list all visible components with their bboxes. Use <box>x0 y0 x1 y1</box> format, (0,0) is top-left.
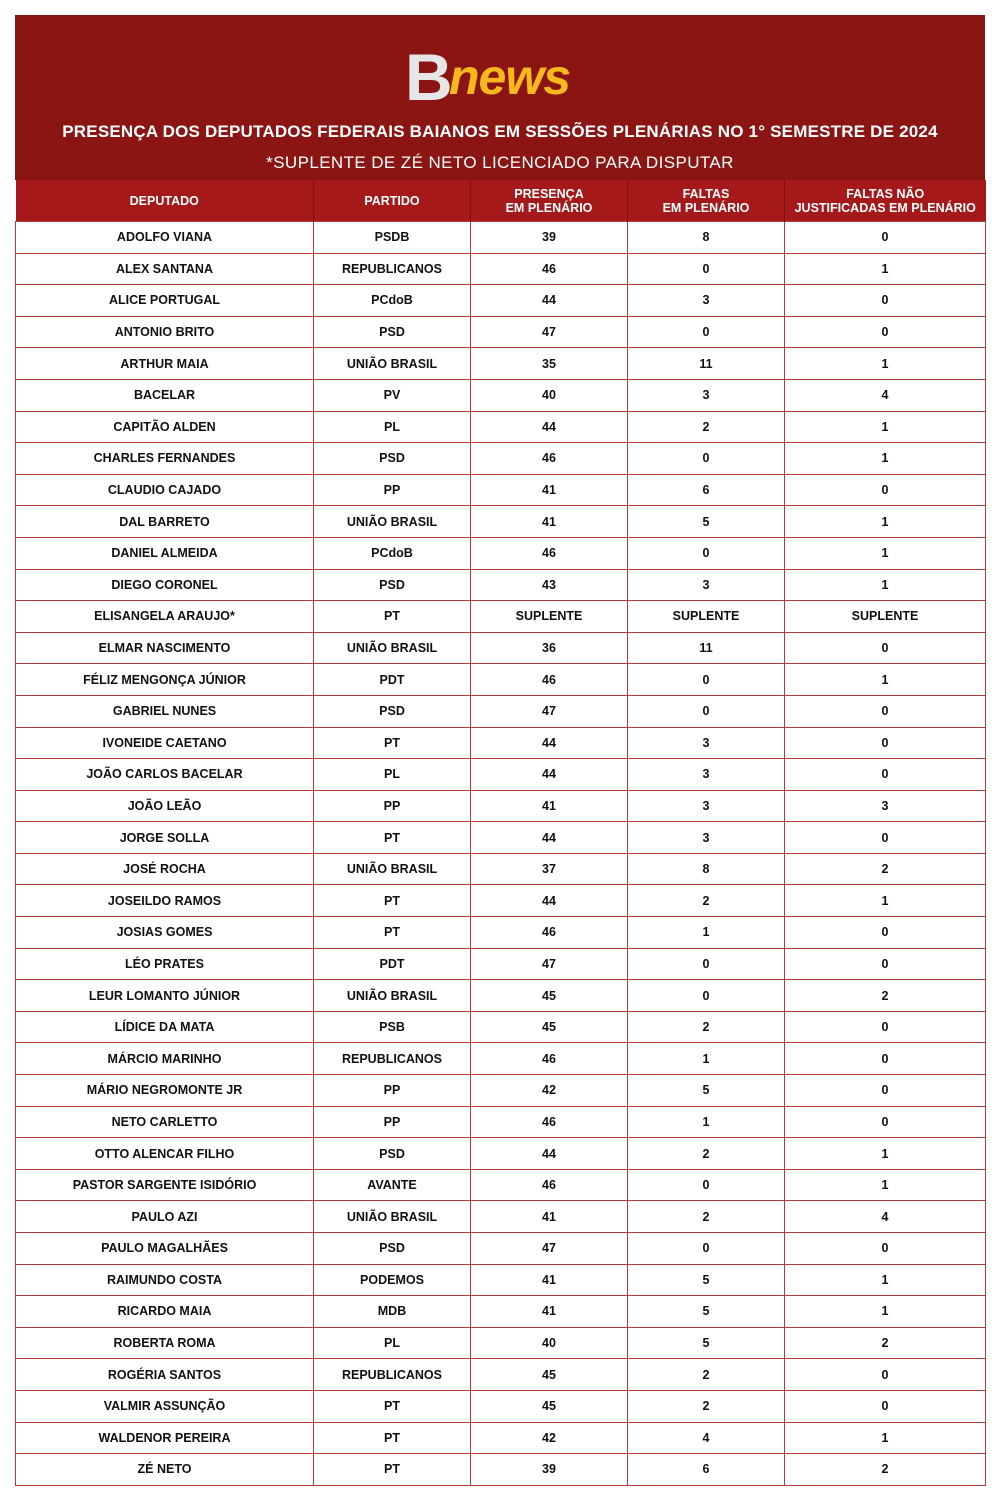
cell-deputado: CLAUDIO CAJADO <box>16 474 314 506</box>
cell-deputado: CAPITÃO ALDEN <box>16 411 314 443</box>
cell-presenca: 46 <box>471 664 628 696</box>
table-row <box>16 348 986 380</box>
table-row <box>16 917 986 949</box>
table-row <box>16 285 986 317</box>
cell-faltas-nao-justificadas: 1 <box>785 1296 986 1328</box>
cell-deputado: PASTOR SARGENTE ISIDÓRIO <box>16 1169 314 1201</box>
cell-partido: PT <box>314 822 471 854</box>
cell-faltas-nao-justificadas: 0 <box>785 695 986 727</box>
cell-partido: PP <box>314 790 471 822</box>
cell-presenca: SUPLENTE <box>471 601 628 633</box>
table-row <box>16 1233 986 1265</box>
cell-partido: UNIÃO BRASIL <box>314 348 471 380</box>
cell-presenca: 42 <box>471 1075 628 1107</box>
cell-faltas-nao-justificadas: 0 <box>785 632 986 664</box>
cell-faltas-nao-justificadas: 1 <box>785 885 986 917</box>
cell-presenca: 37 <box>471 853 628 885</box>
cell-partido: UNIÃO BRASIL <box>314 632 471 664</box>
cell-faltas-nao-justificadas: 0 <box>785 222 986 254</box>
cell-faltas-nao-justificadas: 1 <box>785 537 986 569</box>
cell-faltas-nao-justificadas: 0 <box>785 1359 986 1391</box>
cell-deputado: JOSÉ ROCHA <box>16 853 314 885</box>
cell-faltas: 3 <box>628 790 785 822</box>
cell-presenca: 40 <box>471 1327 628 1359</box>
cell-deputado: PAULO MAGALHÃES <box>16 1233 314 1265</box>
table-row <box>16 474 986 506</box>
cell-presenca: 41 <box>471 1201 628 1233</box>
cell-faltas: 0 <box>628 664 785 696</box>
cell-faltas-nao-justificadas: 0 <box>785 1233 986 1265</box>
cell-faltas-nao-justificadas: 0 <box>785 727 986 759</box>
cell-partido: PT <box>314 1454 471 1486</box>
cell-presenca: 39 <box>471 1454 628 1486</box>
cell-deputado: ALICE PORTUGAL <box>16 285 314 317</box>
cell-deputado: ARTHUR MAIA <box>16 348 314 380</box>
cell-partido: PSD <box>314 443 471 475</box>
cell-faltas: 1 <box>628 917 785 949</box>
table-row <box>16 759 986 791</box>
cell-partido: PL <box>314 759 471 791</box>
cell-faltas-nao-justificadas: 2 <box>785 1327 986 1359</box>
cell-faltas: 6 <box>628 1454 785 1486</box>
cell-partido: PL <box>314 411 471 443</box>
cell-faltas-nao-justificadas: 2 <box>785 1454 986 1486</box>
cell-partido: UNIÃO BRASIL <box>314 506 471 538</box>
cell-deputado: LÉO PRATES <box>16 948 314 980</box>
cell-partido: PT <box>314 885 471 917</box>
cell-faltas-nao-justificadas: 0 <box>785 948 986 980</box>
cell-faltas: 3 <box>628 285 785 317</box>
cell-faltas: 0 <box>628 537 785 569</box>
cell-faltas: 0 <box>628 980 785 1012</box>
cell-faltas: 11 <box>628 632 785 664</box>
cell-presenca: 46 <box>471 1043 628 1075</box>
cell-deputado: RICARDO MAIA <box>16 1296 314 1328</box>
table-row <box>16 1422 986 1454</box>
cell-presenca: 41 <box>471 1264 628 1296</box>
attendance-table <box>15 180 986 1486</box>
cell-faltas-nao-justificadas: 0 <box>785 917 986 949</box>
cell-faltas: 3 <box>628 379 785 411</box>
logo-b-letter: B <box>405 40 451 114</box>
cell-presenca: 41 <box>471 1296 628 1328</box>
cell-presenca: 44 <box>471 285 628 317</box>
cell-partido: REPUBLICANOS <box>314 1043 471 1075</box>
cell-presenca: 39 <box>471 222 628 254</box>
table-row <box>16 1169 986 1201</box>
cell-partido: PSD <box>314 1233 471 1265</box>
cell-faltas: 6 <box>628 474 785 506</box>
cell-presenca: 45 <box>471 1011 628 1043</box>
cell-faltas: 8 <box>628 222 785 254</box>
header-banner <box>15 15 985 180</box>
cell-partido: PT <box>314 601 471 633</box>
table-row <box>16 948 986 980</box>
table-row <box>16 1011 986 1043</box>
cell-partido: PT <box>314 1390 471 1422</box>
cell-faltas-nao-justificadas: 0 <box>785 285 986 317</box>
cell-faltas: 2 <box>628 1138 785 1170</box>
cell-faltas-nao-justificadas: 0 <box>785 822 986 854</box>
cell-faltas-nao-justificadas: 1 <box>785 411 986 443</box>
cell-presenca: 47 <box>471 695 628 727</box>
table-row <box>16 316 986 348</box>
table-row <box>16 1359 986 1391</box>
column-header-presenca: PRESENÇA EM PLENÁRIO <box>471 180 628 222</box>
cell-deputado: JOÃO CARLOS BACELAR <box>16 759 314 791</box>
cell-faltas-nao-justificadas: 0 <box>785 1106 986 1138</box>
cell-faltas-nao-justificadas: 1 <box>785 1264 986 1296</box>
cell-deputado: BACELAR <box>16 379 314 411</box>
cell-presenca: 44 <box>471 822 628 854</box>
cell-faltas: 1 <box>628 1106 785 1138</box>
cell-faltas-nao-justificadas: 2 <box>785 980 986 1012</box>
cell-faltas: 4 <box>628 1422 785 1454</box>
cell-deputado: CHARLES FERNANDES <box>16 443 314 475</box>
cell-faltas-nao-justificadas: 4 <box>785 379 986 411</box>
cell-deputado: JOSIAS GOMES <box>16 917 314 949</box>
table-row <box>16 1390 986 1422</box>
table-row <box>16 1454 986 1486</box>
cell-partido: PT <box>314 727 471 759</box>
cell-deputado: JOSEILDO RAMOS <box>16 885 314 917</box>
cell-presenca: 47 <box>471 316 628 348</box>
cell-faltas-nao-justificadas: 2 <box>785 853 986 885</box>
table-row <box>16 980 986 1012</box>
cell-presenca: 42 <box>471 1422 628 1454</box>
cell-faltas: 5 <box>628 506 785 538</box>
table-row <box>16 1201 986 1233</box>
table-row <box>16 664 986 696</box>
page-title: PRESENÇA DOS DEPUTADOS FEDERAIS BAIANOS EM SESSÕES PLENÁRIAS NO 1° SEMESTRE DE 2024 <box>62 122 938 141</box>
cell-faltas-nao-justificadas: 0 <box>785 759 986 791</box>
table-row <box>16 569 986 601</box>
cell-deputado: VALMIR ASSUNÇÃO <box>16 1390 314 1422</box>
table-row <box>16 1296 986 1328</box>
cell-presenca: 46 <box>471 537 628 569</box>
cell-faltas: 2 <box>628 1359 785 1391</box>
column-header-deputado: DEPUTADO <box>16 180 314 222</box>
cell-faltas-nao-justificadas: 0 <box>785 474 986 506</box>
cell-presenca: 41 <box>471 506 628 538</box>
table-row <box>16 1138 986 1170</box>
cell-faltas: 0 <box>628 253 785 285</box>
table-row <box>16 853 986 885</box>
table-row <box>16 253 986 285</box>
cell-faltas: 3 <box>628 727 785 759</box>
cell-faltas: 0 <box>628 695 785 727</box>
cell-deputado: MÁRCIO MARINHO <box>16 1043 314 1075</box>
table-row <box>16 379 986 411</box>
cell-partido: PSD <box>314 569 471 601</box>
table-row <box>16 222 986 254</box>
cell-deputado: JORGE SOLLA <box>16 822 314 854</box>
cell-deputado: PAULO AZI <box>16 1201 314 1233</box>
cell-faltas-nao-justificadas: 1 <box>785 443 986 475</box>
table-row <box>16 1043 986 1075</box>
cell-presenca: 44 <box>471 411 628 443</box>
cell-presenca: 44 <box>471 1138 628 1170</box>
cell-partido: PP <box>314 1106 471 1138</box>
cell-faltas-nao-justificadas: 0 <box>785 316 986 348</box>
cell-presenca: 40 <box>471 379 628 411</box>
cell-deputado: RAIMUNDO COSTA <box>16 1264 314 1296</box>
cell-faltas-nao-justificadas: 0 <box>785 1043 986 1075</box>
cell-partido: AVANTE <box>314 1169 471 1201</box>
cell-partido: PCdoB <box>314 285 471 317</box>
cell-deputado: JOÃO LEÃO <box>16 790 314 822</box>
table-row <box>16 443 986 475</box>
cell-faltas-nao-justificadas: 0 <box>785 1075 986 1107</box>
cell-faltas: 2 <box>628 1011 785 1043</box>
cell-deputado: ZÉ NETO <box>16 1454 314 1486</box>
cell-partido: MDB <box>314 1296 471 1328</box>
cell-partido: PP <box>314 1075 471 1107</box>
cell-partido: PSB <box>314 1011 471 1043</box>
cell-deputado: MÁRIO NEGROMONTE JR <box>16 1075 314 1107</box>
cell-presenca: 46 <box>471 253 628 285</box>
cell-partido: PSD <box>314 695 471 727</box>
cell-partido: PODEMOS <box>314 1264 471 1296</box>
cell-faltas: 2 <box>628 411 785 443</box>
cell-partido: PT <box>314 1422 471 1454</box>
cell-deputado: ALEX SANTANA <box>16 253 314 285</box>
cell-faltas: 0 <box>628 1233 785 1265</box>
cell-presenca: 46 <box>471 1106 628 1138</box>
cell-faltas-nao-justificadas: 1 <box>785 664 986 696</box>
page-frame <box>15 15 985 1491</box>
cell-partido: UNIÃO BRASIL <box>314 853 471 885</box>
cell-faltas-nao-justificadas: 1 <box>785 1138 986 1170</box>
cell-faltas-nao-justificadas: 0 <box>785 1390 986 1422</box>
cell-faltas: 0 <box>628 316 785 348</box>
table-row <box>16 727 986 759</box>
bnews-logo <box>405 41 605 113</box>
table-row <box>16 695 986 727</box>
cell-presenca: 35 <box>471 348 628 380</box>
cell-partido: PSDB <box>314 222 471 254</box>
table-row <box>16 1327 986 1359</box>
table-row <box>16 1106 986 1138</box>
cell-presenca: 47 <box>471 1233 628 1265</box>
cell-deputado: ANTONIO BRITO <box>16 316 314 348</box>
cell-deputado: DANIEL ALMEIDA <box>16 537 314 569</box>
cell-faltas-nao-justificadas: 1 <box>785 1169 986 1201</box>
cell-deputado: LÍDICE DA MATA <box>16 1011 314 1043</box>
column-header-faltas: FALTAS EM PLENÁRIO <box>628 180 785 222</box>
cell-faltas: SUPLENTE <box>628 601 785 633</box>
cell-faltas-nao-justificadas: 1 <box>785 1422 986 1454</box>
cell-presenca: 41 <box>471 790 628 822</box>
cell-partido: PL <box>314 1327 471 1359</box>
cell-faltas: 2 <box>628 1201 785 1233</box>
cell-deputado: OTTO ALENCAR FILHO <box>16 1138 314 1170</box>
cell-faltas: 5 <box>628 1264 785 1296</box>
cell-partido: PDT <box>314 948 471 980</box>
cell-faltas-nao-justificadas: 0 <box>785 1011 986 1043</box>
cell-faltas: 0 <box>628 1169 785 1201</box>
cell-partido: PT <box>314 917 471 949</box>
cell-faltas: 3 <box>628 569 785 601</box>
cell-presenca: 47 <box>471 948 628 980</box>
cell-partido: PV <box>314 379 471 411</box>
cell-presenca: 46 <box>471 917 628 949</box>
cell-deputado: DAL BARRETO <box>16 506 314 538</box>
cell-partido: PP <box>314 474 471 506</box>
cell-faltas: 8 <box>628 853 785 885</box>
cell-deputado: LEUR LOMANTO JÚNIOR <box>16 980 314 1012</box>
cell-partido: REPUBLICANOS <box>314 253 471 285</box>
cell-presenca: 45 <box>471 1359 628 1391</box>
table-row <box>16 1075 986 1107</box>
table-row <box>16 790 986 822</box>
cell-deputado: ELISANGELA ARAUJO* <box>16 601 314 633</box>
cell-presenca: 46 <box>471 443 628 475</box>
cell-presenca: 41 <box>471 474 628 506</box>
cell-partido: UNIÃO BRASIL <box>314 980 471 1012</box>
cell-faltas-nao-justificadas: 1 <box>785 506 986 538</box>
table-row <box>16 1264 986 1296</box>
cell-deputado: GABRIEL NUNES <box>16 695 314 727</box>
cell-faltas: 11 <box>628 348 785 380</box>
cell-partido: REPUBLICANOS <box>314 1359 471 1391</box>
cell-partido: PCdoB <box>314 537 471 569</box>
cell-deputado: IVONEIDE CAETANO <box>16 727 314 759</box>
cell-deputado: NETO CARLETTO <box>16 1106 314 1138</box>
logo-news-word: news <box>449 49 571 105</box>
cell-faltas: 3 <box>628 822 785 854</box>
table-row <box>16 601 986 633</box>
cell-faltas: 0 <box>628 443 785 475</box>
table-body <box>16 222 986 1486</box>
cell-faltas-nao-justificadas: 1 <box>785 569 986 601</box>
cell-presenca: 45 <box>471 1390 628 1422</box>
cell-faltas: 2 <box>628 1390 785 1422</box>
cell-faltas-nao-justificadas: SUPLENTE <box>785 601 986 633</box>
cell-faltas: 0 <box>628 948 785 980</box>
cell-presenca: 43 <box>471 569 628 601</box>
cell-faltas-nao-justificadas: 1 <box>785 253 986 285</box>
table-row <box>16 885 986 917</box>
cell-deputado: ROBERTA ROMA <box>16 1327 314 1359</box>
cell-presenca: 44 <box>471 759 628 791</box>
cell-deputado: FÉLIZ MENGONÇA JÚNIOR <box>16 664 314 696</box>
table-row <box>16 506 986 538</box>
cell-presenca: 46 <box>471 1169 628 1201</box>
cell-deputado: DIEGO CORONEL <box>16 569 314 601</box>
table-row <box>16 537 986 569</box>
page-subtitle: *SUPLENTE DE ZÉ NETO LICENCIADO PARA DISPUTAR <box>266 153 734 172</box>
cell-faltas: 5 <box>628 1296 785 1328</box>
cell-partido: PSD <box>314 1138 471 1170</box>
cell-partido: UNIÃO BRASIL <box>314 1201 471 1233</box>
column-header-faltas-nao-justificadas: FALTAS NÃO JUSTIFICADAS EM PLENÁRIO <box>785 180 986 222</box>
cell-faltas: 3 <box>628 759 785 791</box>
cell-partido: PDT <box>314 664 471 696</box>
table-row <box>16 411 986 443</box>
cell-faltas: 1 <box>628 1043 785 1075</box>
table-row <box>16 632 986 664</box>
cell-presenca: 44 <box>471 727 628 759</box>
column-header-partido: PARTIDO <box>314 180 471 222</box>
cell-faltas: 5 <box>628 1075 785 1107</box>
table-header-row <box>16 180 986 222</box>
cell-deputado: ELMAR NASCIMENTO <box>16 632 314 664</box>
cell-faltas-nao-justificadas: 3 <box>785 790 986 822</box>
cell-partido: PSD <box>314 316 471 348</box>
cell-faltas-nao-justificadas: 1 <box>785 348 986 380</box>
cell-presenca: 36 <box>471 632 628 664</box>
cell-deputado: ROGÉRIA SANTOS <box>16 1359 314 1391</box>
cell-faltas-nao-justificadas: 4 <box>785 1201 986 1233</box>
cell-faltas: 5 <box>628 1327 785 1359</box>
cell-presenca: 45 <box>471 980 628 1012</box>
cell-faltas: 2 <box>628 885 785 917</box>
cell-deputado: ADOLFO VIANA <box>16 222 314 254</box>
table-row <box>16 822 986 854</box>
cell-presenca: 44 <box>471 885 628 917</box>
cell-deputado: WALDENOR PEREIRA <box>16 1422 314 1454</box>
